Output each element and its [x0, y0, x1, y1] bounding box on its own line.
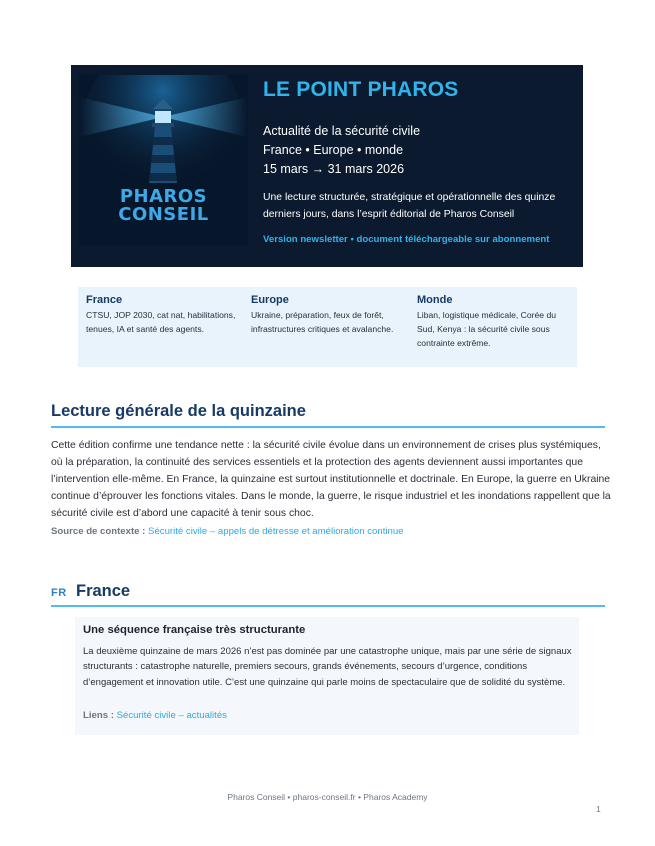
section-heading-general: Lecture générale de la quinzaine — [51, 402, 306, 420]
lighthouse-logo — [79, 75, 248, 245]
general-paragraph: Cette édition confirme une tendance nette : la sécurité civile évolue dans un environnement de crises plus systémiques, où la préparation, la continuité des services essentiels et la protection des agents deviennent aussi importantes que l’intervention elle-même. En France, la quinzaine est surtout institutionnelle et doctrinale. En Europe, la guerre en Ukraine continue d’éprouver les fonctions vitales. Dans le monde, la guerre, le risque industriel et les inondations rappellent que la sécurité civile est d’abord une capacité à tenir sous choc. — [51, 440, 611, 519]
hero-title: LE POINT PHAROS — [263, 78, 459, 101]
page-number: 1 — [596, 804, 601, 814]
summary-column-europe — [251, 294, 411, 336]
links-link[interactable]: Sécurité civile – actualités — [116, 710, 227, 721]
source-label: Source de contexte : — [51, 526, 146, 537]
section-divider — [51, 426, 605, 428]
links-label: Liens : — [83, 710, 114, 721]
summary-box — [78, 287, 577, 367]
hero-description: Une lecture structurée, stratégique et opérationnelle des quinze derniers jours, dans l’esprit éditorial de Pharos Conseil — [263, 192, 556, 220]
france-card — [75, 617, 579, 735]
summary-column-france — [86, 294, 246, 336]
source-line — [51, 526, 404, 537]
hero-note: Version newsletter • document téléchargeable sur abonnement — [263, 234, 550, 245]
section-divider — [51, 605, 605, 607]
hero-banner — [71, 65, 583, 267]
summary-column-title: France — [86, 294, 123, 306]
logo-text: PHAROS CONSEIL — [118, 186, 209, 225]
summary-column-text: Ukraine, préparation, feux de forêt, infrastructures critiques et avalanche. — [251, 310, 394, 334]
summary-column-text: Liban, logistique médicale, Corée du Sud, Kenya : la sécurité civile sous contrainte extrême. — [417, 310, 557, 348]
source-link[interactable]: Sécurité civile – appels de détresse et amélioration continue — [148, 526, 404, 537]
summary-column-title: Europe — [251, 294, 289, 306]
hero-scope: France • Europe • monde — [263, 143, 404, 157]
section-heading-france: France — [76, 582, 131, 600]
hero-subtitle-block — [263, 122, 420, 179]
page-footer: Pharos Conseil • pharos-conseil.fr • Pharos Academy — [227, 792, 428, 802]
hero-subtitle: Actualité de la sécurité civile — [263, 124, 421, 138]
summary-column-text: CTSU, JOP 2030, cat nat, habilitations, tenues, IA et santé des agents. — [86, 310, 236, 334]
summary-column-monde — [417, 294, 567, 350]
france-flag-tag: FR — [51, 587, 67, 599]
card-links — [83, 710, 227, 721]
hero-dates: 15 mars → 31 mars 2026 — [263, 162, 405, 176]
card-title: Une séquence française très structurante — [83, 624, 306, 636]
card-text: La deuxième quinzaine de mars 2026 n’est pas dominée par une catastrophe unique, mais par une série de signaux structurants : catastrophe naturelle, premiers secours, grands événements, secours d’urgence, conditions d’engagement et innovation utile. C’est une quinzaine qui parle moins de spectaculaire que de solidité du système. — [83, 646, 572, 688]
summary-column-title: Monde — [417, 294, 453, 306]
